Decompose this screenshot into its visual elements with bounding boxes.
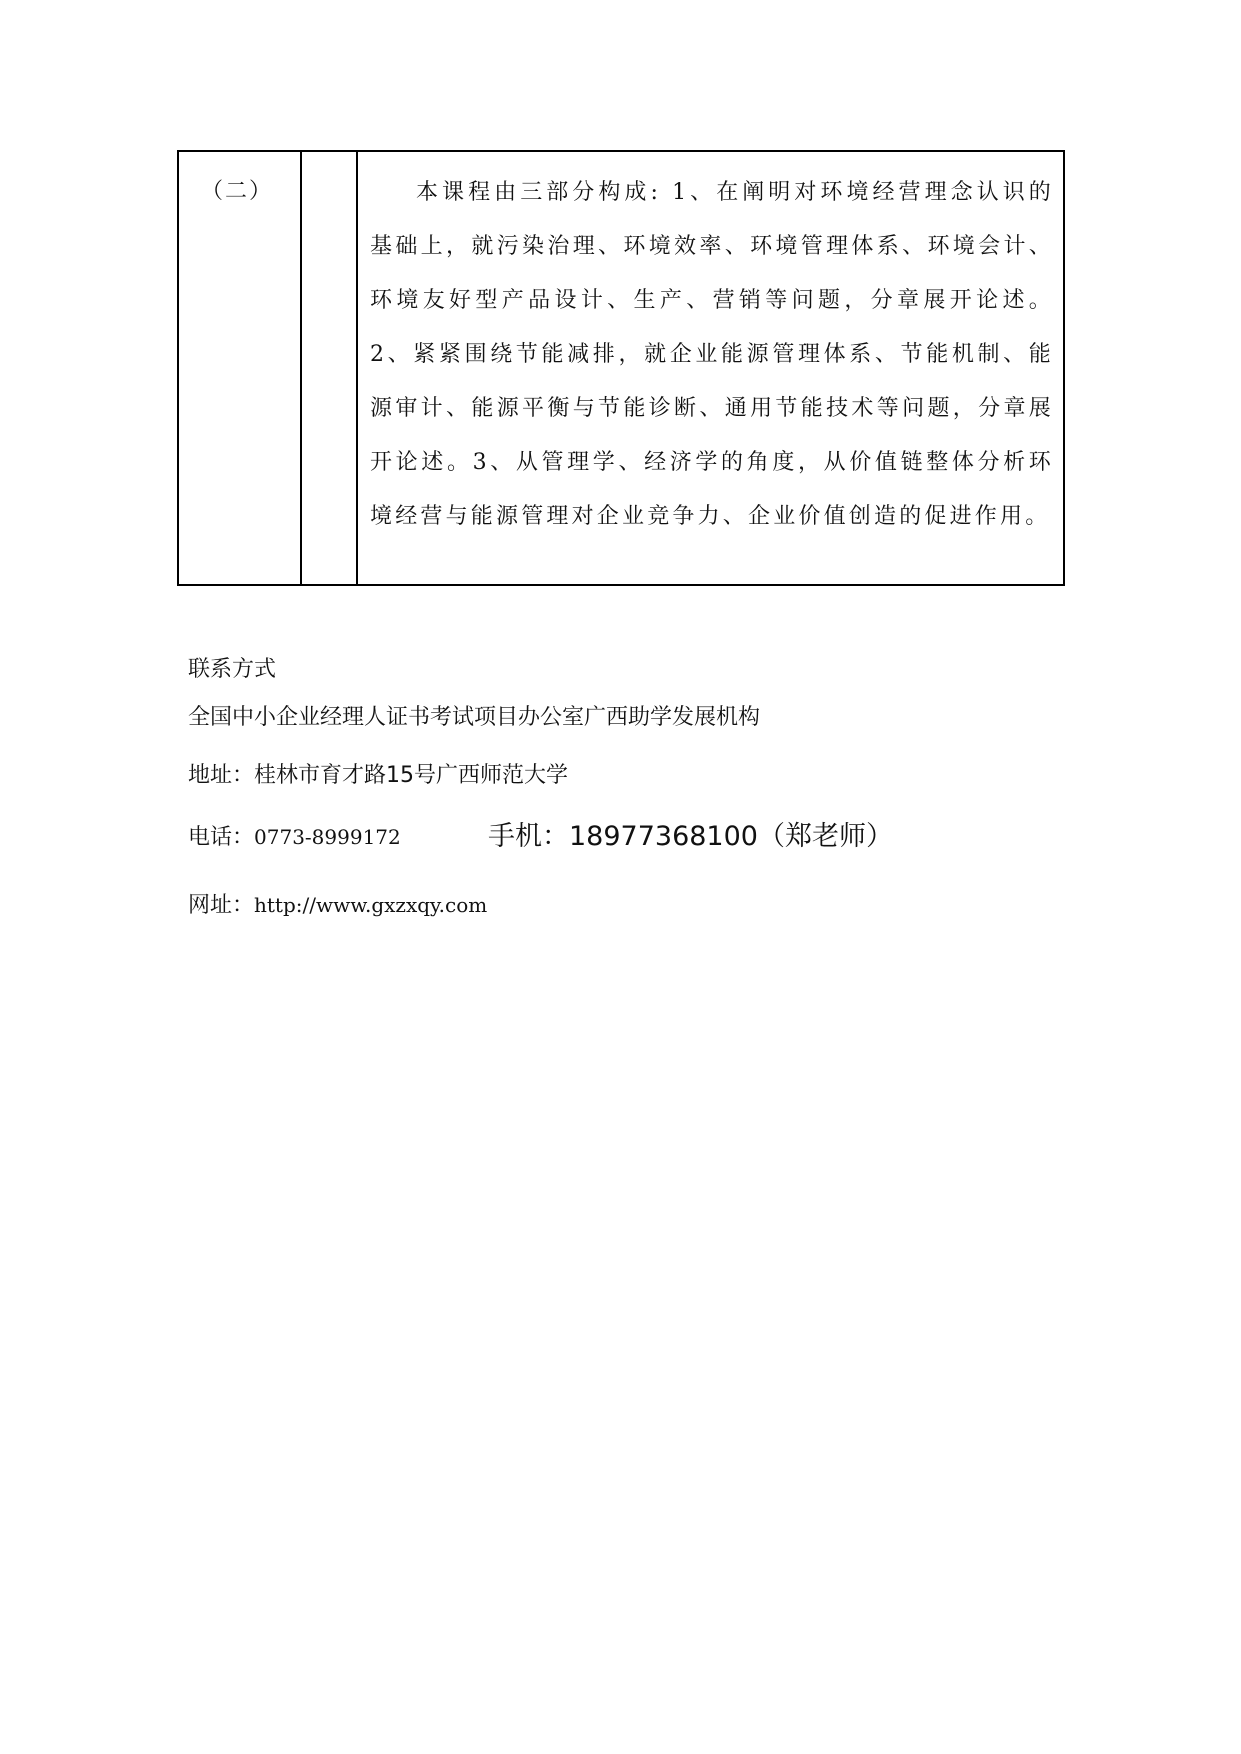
address-label: 地址： — [188, 763, 255, 788]
address-line — [188, 758, 568, 789]
table-column-divider — [300, 152, 302, 584]
website-link[interactable]: http://www.gxzxqy.com — [254, 893, 488, 917]
website-line — [188, 888, 487, 919]
contact-heading: 联系方式 — [188, 657, 277, 682]
mobile-line: 手机：18977368100（郑老师） — [488, 821, 893, 852]
phone-number: 0773-8999172 — [254, 825, 401, 849]
phone-line — [188, 820, 401, 851]
organization-name: 全国中小企业经理人证书考试项目办公室广西助学发展机构 — [188, 705, 761, 730]
course-table — [177, 150, 1065, 586]
row-label: （二） — [201, 179, 274, 204]
course-description: 本课程由三部分构成: 1、在阐明对环境经营理念认识的基础上，就污染治理、环境效率、环境管理体系、环境会计、环境友好型产品设计、生产、营销等问题，分章展开论述。2、紧紧围绕节能减排，就企业能源管理体系、节能机制、能源审计、能源平衡与节能诊断、通用节能技术等问题，分章展开论述。3、从管理学、经济学的角度，从价值链整体分析环境经营与能源管理对企业竞争力、企业价值创造的促进作用。 — [370, 180, 1054, 529]
table-column-divider — [356, 152, 358, 584]
phone-label: 电话： — [188, 825, 255, 850]
address-value: 桂林市育才路15号广西师范大学 — [254, 763, 569, 788]
website-label: 网址： — [188, 893, 255, 918]
